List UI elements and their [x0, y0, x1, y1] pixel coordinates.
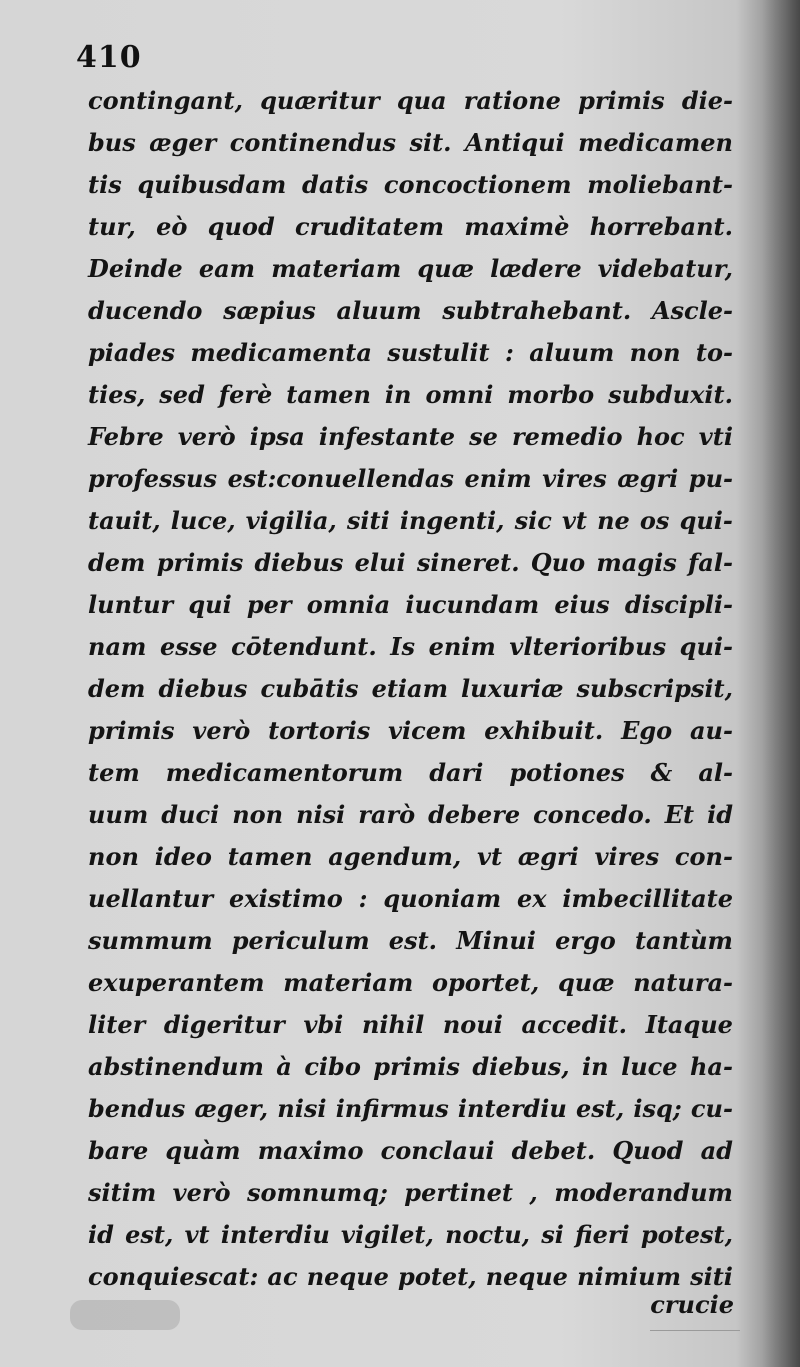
word: tur, — [88, 212, 136, 241]
word: bare — [88, 1136, 149, 1165]
word: enim — [428, 632, 496, 661]
word: luntur — [88, 590, 174, 619]
word: siti — [690, 1262, 733, 1291]
word: vbi — [303, 1010, 344, 1039]
word: ad — [700, 1136, 733, 1165]
word: quæ — [557, 968, 615, 997]
word: maximè — [464, 212, 570, 241]
text-line — [88, 164, 733, 206]
word: moderandum — [554, 1178, 733, 1207]
word: primis — [373, 1052, 460, 1081]
word: ferè — [218, 380, 273, 409]
text-line — [88, 290, 733, 332]
word: interdiu — [457, 1094, 567, 1123]
word: periculum — [231, 926, 370, 955]
word: fal- — [687, 548, 733, 577]
word: medicamenta — [190, 338, 372, 367]
word: sineret. — [416, 548, 520, 577]
word: quod — [207, 212, 275, 241]
text-line — [88, 962, 733, 1004]
text-line — [88, 1214, 733, 1256]
word: nimium — [577, 1262, 681, 1291]
text-line — [88, 332, 733, 374]
word: Et — [664, 800, 695, 829]
text-line — [88, 248, 733, 290]
word: remedio — [512, 422, 623, 451]
word: somnumq; — [246, 1178, 388, 1207]
word: vt — [561, 506, 587, 535]
word: æger, — [194, 1094, 269, 1123]
word: vires — [542, 464, 607, 493]
word: debet. — [511, 1136, 596, 1165]
word: maximo — [257, 1136, 364, 1165]
text-line — [88, 1256, 733, 1298]
word: dem — [88, 548, 146, 577]
word: primis — [156, 548, 244, 577]
word: exuperantem — [88, 968, 265, 997]
word: concoctionem — [383, 170, 572, 199]
word: eius — [554, 590, 610, 619]
word: tem — [88, 758, 140, 787]
word: nisi — [277, 1094, 327, 1123]
word: Is — [390, 632, 415, 661]
word: non — [232, 800, 284, 829]
text-line — [88, 416, 733, 458]
word: luce — [621, 1052, 678, 1081]
word: Quo — [530, 548, 586, 577]
word: discipli- — [624, 590, 733, 619]
word: aluum — [529, 338, 615, 367]
word: potest, — [640, 1220, 733, 1249]
word: sit. — [409, 128, 452, 157]
word: vigilia, — [245, 506, 337, 535]
word: id — [88, 1220, 114, 1249]
word: se — [469, 422, 498, 451]
word: primis — [88, 716, 175, 745]
text-line — [88, 794, 733, 836]
word: uellantur — [88, 884, 214, 913]
word: hoc — [636, 422, 685, 451]
text-line — [88, 878, 733, 920]
word: Minui — [456, 926, 536, 955]
word: materiam — [271, 254, 402, 283]
word: omni — [425, 380, 494, 409]
word: cruditatem — [295, 212, 445, 241]
word: noctu, — [445, 1220, 531, 1249]
word: cibo — [304, 1052, 361, 1081]
word: qui- — [679, 506, 733, 535]
word: subtrahebant. — [442, 296, 632, 325]
word: magis — [596, 548, 677, 577]
word: ipsa — [249, 422, 305, 451]
word: elui — [354, 548, 406, 577]
word: debere — [428, 800, 521, 829]
word: id — [707, 800, 733, 829]
word: morbo — [507, 380, 595, 409]
word: Itaque — [645, 1010, 733, 1039]
text-line — [88, 710, 733, 752]
word: vt — [477, 842, 503, 871]
word: piades — [88, 338, 176, 367]
word: non — [629, 338, 681, 367]
text-line — [88, 1004, 733, 1046]
word: qui — [188, 590, 232, 619]
word: nam — [88, 632, 147, 661]
word: potiones — [509, 758, 625, 787]
word: vigilet, — [341, 1220, 434, 1249]
text-line — [88, 920, 733, 962]
word: vicem — [388, 716, 467, 745]
word: nihil — [361, 1010, 425, 1039]
text-line — [88, 584, 733, 626]
word: sic — [514, 506, 552, 535]
word: oportet, — [431, 968, 540, 997]
word: verò — [172, 1178, 231, 1207]
word: aluum — [336, 296, 422, 325]
page-number: 410 — [76, 40, 142, 75]
text-line — [88, 836, 733, 878]
word: lædere — [490, 254, 582, 283]
text-line — [88, 1130, 733, 1172]
word: subduxit. — [608, 380, 733, 409]
word: quàm — [165, 1136, 241, 1165]
word: cōtendunt. — [231, 632, 377, 661]
word: ægri — [617, 464, 679, 493]
word: tortoris — [268, 716, 371, 745]
word: duci — [161, 800, 220, 829]
word: vlterioribus — [509, 632, 667, 661]
word: dem — [88, 674, 146, 703]
word: natura- — [633, 968, 733, 997]
word: potet, — [398, 1262, 477, 1291]
word: tamen — [227, 842, 313, 871]
word: siti — [346, 506, 390, 535]
catchword: crucie — [650, 1290, 734, 1319]
word: bus — [88, 128, 136, 157]
word: horrebant. — [589, 212, 733, 241]
word: tantùm — [634, 926, 733, 955]
word: contingant, — [88, 86, 243, 115]
word: tamen — [286, 380, 371, 409]
word: medicamentorum — [165, 758, 404, 787]
word: quæritur — [260, 86, 380, 115]
word: quæ — [417, 254, 474, 283]
word: , — [529, 1178, 538, 1207]
word: ratione — [463, 86, 561, 115]
word: subscripsit, — [576, 674, 733, 703]
word: omnia — [306, 590, 391, 619]
word: agendum, — [328, 842, 462, 871]
word: est, — [125, 1220, 174, 1249]
word: summum — [88, 926, 213, 955]
word: abstinendum — [88, 1052, 264, 1081]
word: vt — [184, 1220, 210, 1249]
word: conquiescat: — [88, 1262, 259, 1291]
text-line — [88, 668, 733, 710]
word: con- — [674, 842, 733, 871]
text-line — [88, 122, 733, 164]
word: Ego — [621, 716, 673, 745]
word: ties, — [88, 380, 146, 409]
text-line — [88, 626, 733, 668]
word: materiam — [283, 968, 414, 997]
word: qui- — [679, 632, 733, 661]
text-line — [88, 542, 733, 584]
word: quoniam — [383, 884, 502, 913]
text-line — [88, 752, 733, 794]
word: digeritur — [163, 1010, 285, 1039]
word: Febre — [88, 422, 164, 451]
word: primis — [578, 86, 665, 115]
word: ac — [267, 1262, 298, 1291]
word: cu- — [690, 1094, 733, 1123]
word: verò — [177, 422, 236, 451]
word: au- — [690, 716, 733, 745]
word: neque — [306, 1262, 389, 1291]
word: cubātis — [260, 674, 359, 703]
word: & — [650, 758, 673, 787]
word: iucundam — [405, 590, 540, 619]
text-line — [88, 1046, 733, 1088]
word: diebus — [254, 548, 344, 577]
word: est, — [576, 1094, 625, 1123]
word: pertinet — [404, 1178, 513, 1207]
word: concedo. — [533, 800, 652, 829]
catchword-rule — [650, 1330, 740, 1331]
word: luce, — [170, 506, 236, 535]
word: esse — [159, 632, 218, 661]
word: Ascle- — [651, 296, 733, 325]
word: ha- — [689, 1052, 733, 1081]
word: bendus — [88, 1094, 186, 1123]
word: ducendo — [88, 296, 203, 325]
word: ægri — [517, 842, 579, 871]
word: dari — [429, 758, 484, 787]
word: tis — [88, 170, 122, 199]
word: infestante — [318, 422, 455, 451]
text-line — [88, 206, 733, 248]
word: in — [384, 380, 412, 409]
word: fieri — [575, 1220, 630, 1249]
word: qua — [396, 86, 447, 115]
word: etiam — [371, 674, 448, 703]
word: ex — [516, 884, 547, 913]
word: diebus — [158, 674, 248, 703]
word: continendus — [229, 128, 396, 157]
word: luxuriæ — [461, 674, 564, 703]
word: Quod — [612, 1136, 684, 1165]
word: noui — [442, 1010, 503, 1039]
word: medicamen — [578, 128, 733, 157]
word: al- — [698, 758, 733, 787]
word: diebus, — [472, 1052, 570, 1081]
text-line — [88, 374, 733, 416]
text-line — [88, 1088, 733, 1130]
word: tauit, — [88, 506, 161, 535]
text-line — [88, 80, 733, 122]
word: si — [541, 1220, 564, 1249]
word: liter — [88, 1010, 146, 1039]
word: vti — [698, 422, 733, 451]
word: sitim — [88, 1178, 157, 1207]
word: rarò — [358, 800, 416, 829]
word: non — [88, 842, 139, 871]
word: est:conuellendas — [227, 464, 454, 493]
word: pu- — [688, 464, 733, 493]
word: eam — [198, 254, 256, 283]
word: : — [505, 338, 514, 367]
word: æger — [149, 128, 217, 157]
word: professus — [88, 464, 218, 493]
word: nisi — [296, 800, 346, 829]
word: ideo — [154, 842, 212, 871]
word: exhibuit. — [484, 716, 604, 745]
word: Deinde — [88, 254, 183, 283]
text-line — [88, 458, 733, 500]
word: ingenti, — [399, 506, 505, 535]
word: enim — [464, 464, 532, 493]
word: à — [276, 1052, 292, 1081]
word: to- — [695, 338, 733, 367]
page-edge-shadow — [762, 0, 800, 1367]
paper-stain — [70, 1300, 180, 1330]
body-text — [88, 80, 733, 1298]
word: accedit. — [521, 1010, 627, 1039]
word: quibusdam — [137, 170, 287, 199]
word: existimo — [228, 884, 343, 913]
word: in — [582, 1052, 609, 1081]
text-line — [88, 500, 733, 542]
word: conclaui — [380, 1136, 495, 1165]
word: imbecillitate — [562, 884, 733, 913]
word: ergo — [555, 926, 616, 955]
word: Antiqui — [465, 128, 565, 157]
word: uum — [88, 800, 149, 829]
word: : — [358, 884, 368, 913]
word: moliebant- — [587, 170, 733, 199]
word: sed — [159, 380, 205, 409]
word: est. — [388, 926, 438, 955]
word: ne — [597, 506, 630, 535]
word: die- — [681, 86, 733, 115]
word: per — [246, 590, 292, 619]
word: os — [639, 506, 670, 535]
word: interdiu — [220, 1220, 330, 1249]
word: eò — [156, 212, 188, 241]
text-line — [88, 1172, 733, 1214]
word: vires — [594, 842, 660, 871]
word: verò — [192, 716, 251, 745]
word: datis — [302, 170, 369, 199]
word: videbatur, — [597, 254, 733, 283]
word: sæpius — [223, 296, 316, 325]
word: isq; — [633, 1094, 682, 1123]
word: infirmus — [335, 1094, 449, 1123]
word: neque — [485, 1262, 568, 1291]
word: sustulit — [387, 338, 490, 367]
